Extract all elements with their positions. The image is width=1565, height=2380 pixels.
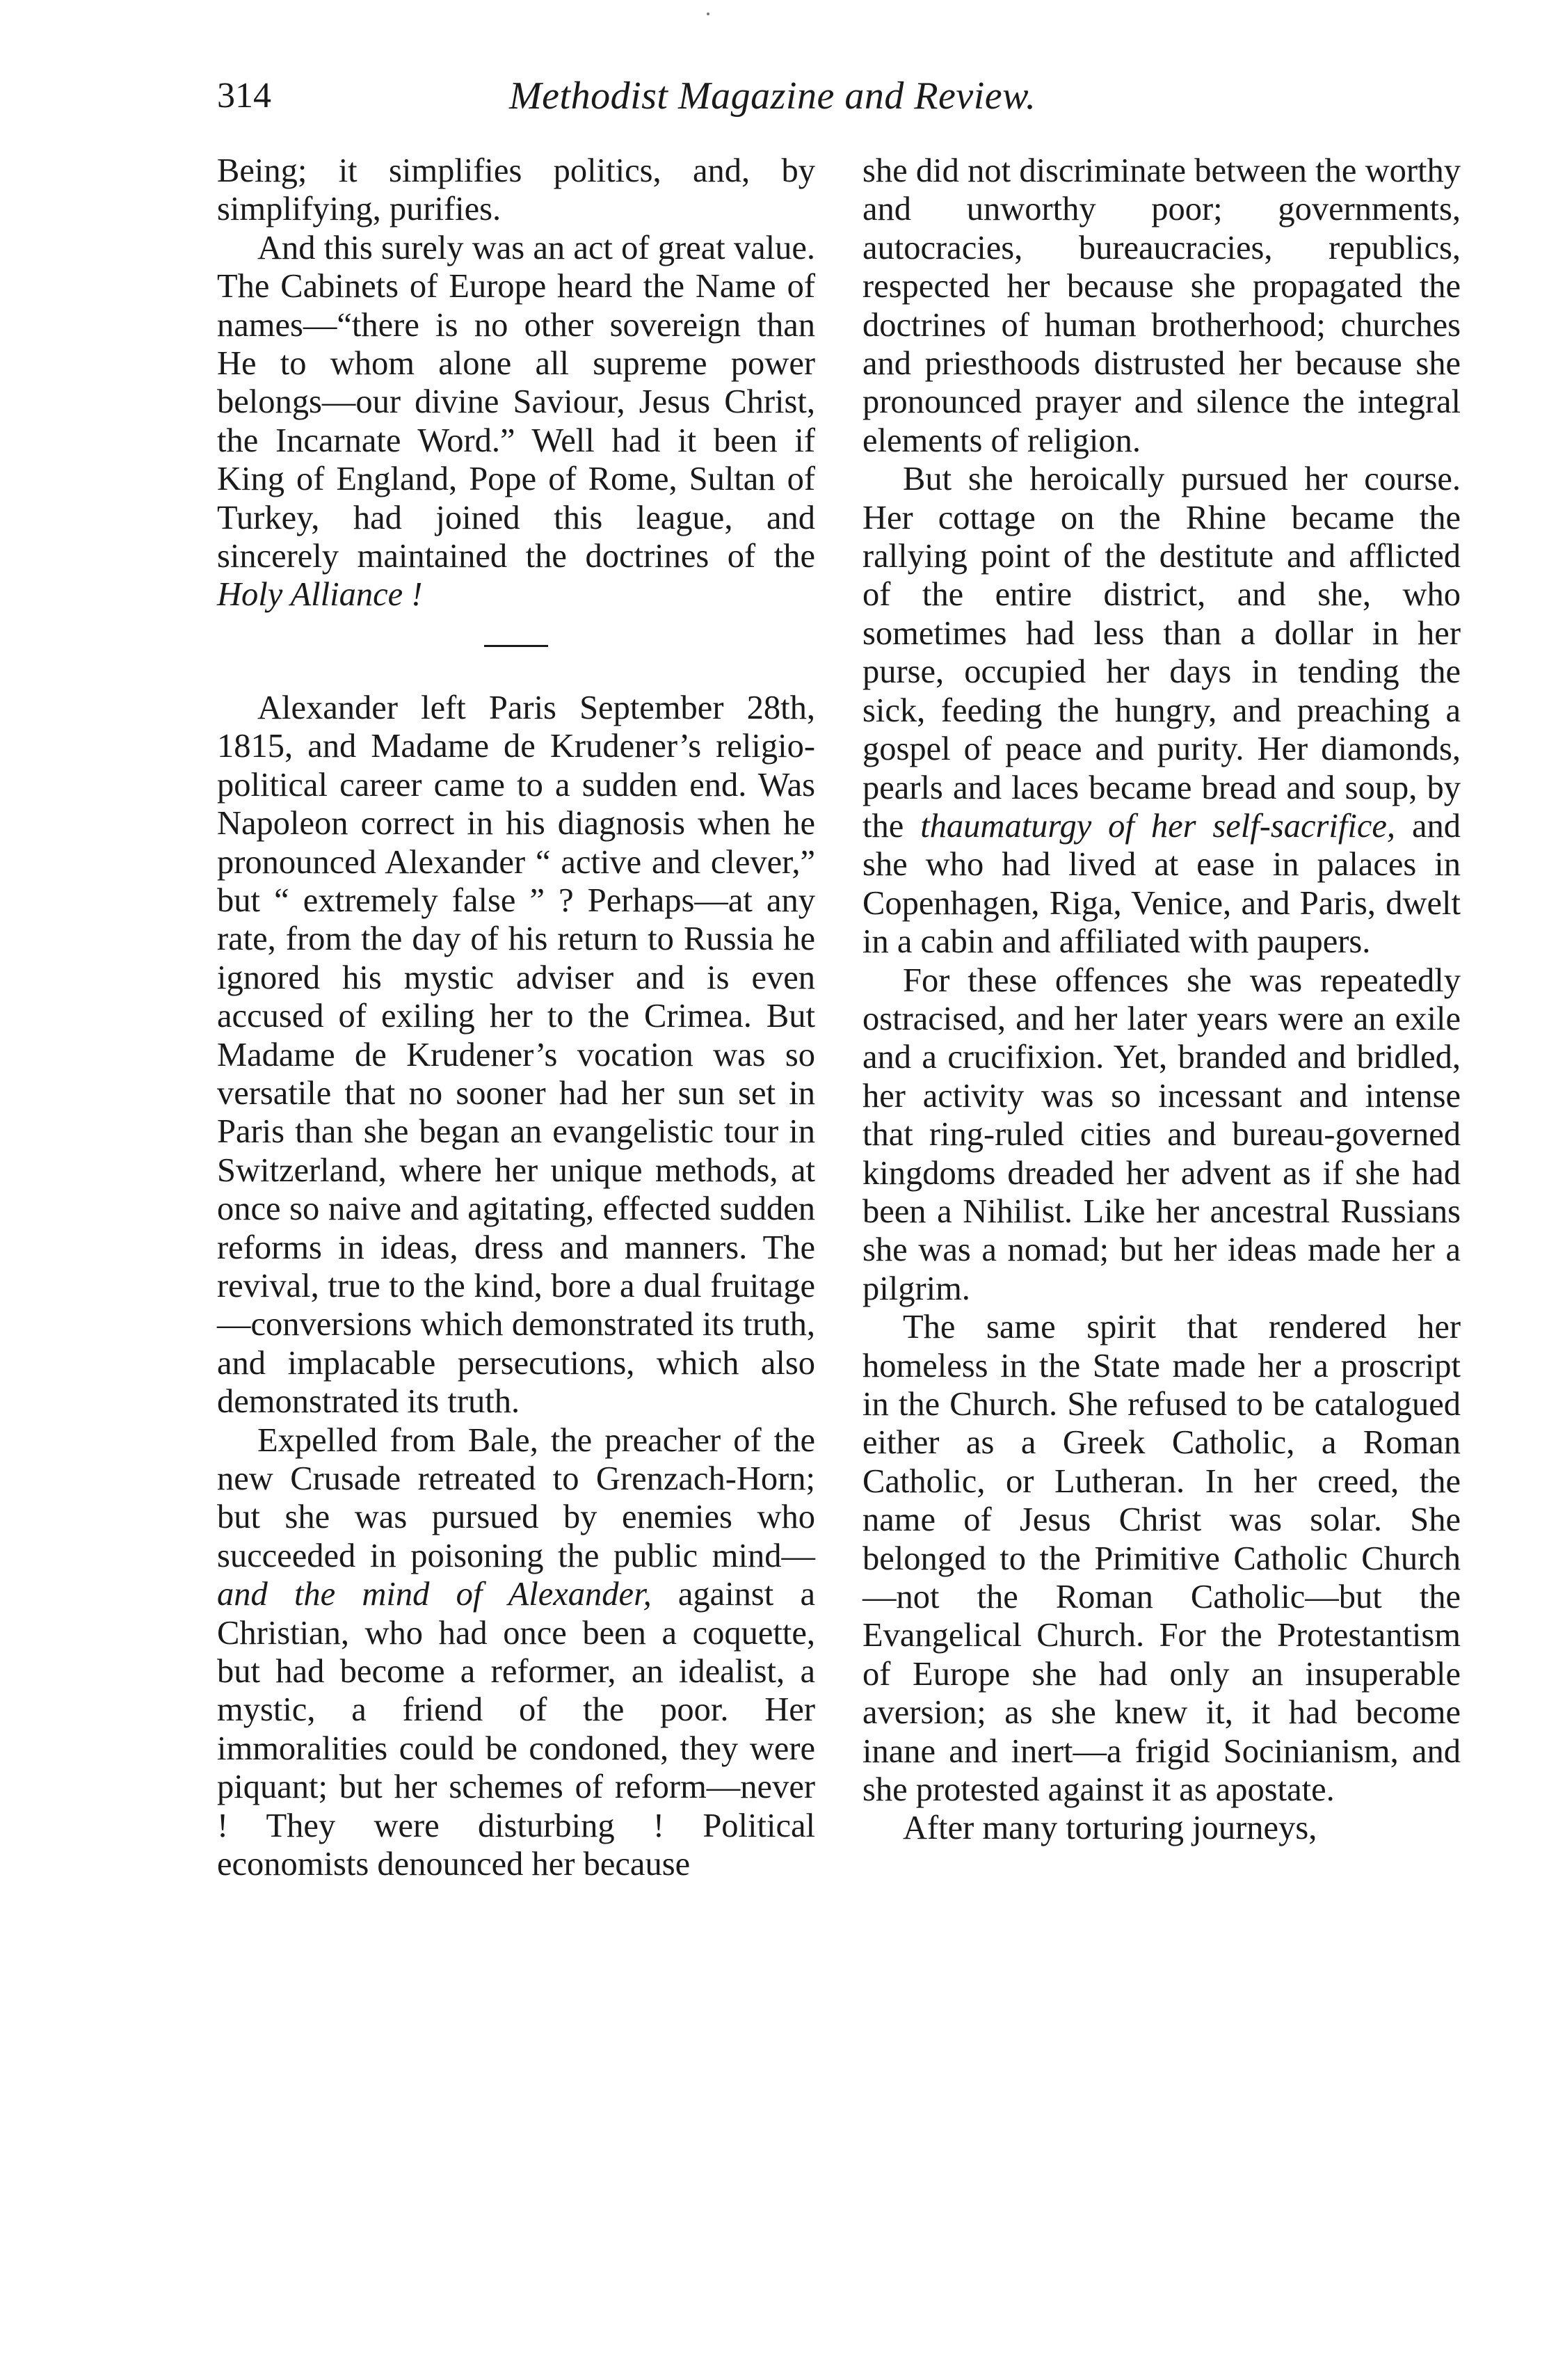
- paragraph-text: she did not discriminate between the worthy and unworthy poor; governments, autocracies, bureaucracies, republics, respected her because she propagated the doctrines of human brotherhood; churches and priesthoods distrusted her because she pronounced prayer and silence the integral elements of religion.: [862, 152, 1461, 459]
- paragraph-text: And this surely was an act of great value. The Cabinets of Europe heard the Name of names—“there is no other sovereign than He to whom alone all supreme power belongs—our divine Saviour, Jesus Christ, the Incarnate Word.” Well had it been if King of England, Pope of Rome, Sultan of Turkey, had joined this league, and sincerely maintained the doctrines of the: [217, 229, 815, 575]
- italic-phrase: Holy Alliance !: [217, 576, 423, 614]
- paragraph-text: The same spirit that rendered her homeless in the State made her a proscript in the Church. She refused to be catalogued either as a Greek Catholic, a Roman Catholic, or Lutheran. In her creed, the name of Jesus Christ was solar. She belonged to the Primitive Catholic Church—not the Roman Catholic—but the Evangelical Church. For the Protestantism of Europe she had only an insuperable aversion; as she knew it, it had become inane and inert—a frigid Socinianism, and she protested against it as apostate.: [862, 1309, 1461, 1809]
- running-title: Methodist Magazine and Review.: [509, 74, 1036, 118]
- paragraph-text: and she who had lived at ease in palaces in Copenhagen, Riga, Venice, and Paris, dwelt in a cabin and affiliated with paupers.: [862, 807, 1461, 961]
- paragraph-text: Being; it simplifies politics, and, by simplifying, purifies.: [217, 152, 815, 228]
- paragraph-text: For these offences she was repeatedly ostracised, and her later years were an exile and a crucifixion. Yet, branded and bridled, her activity was so incessant and intense that ring-ruled cities and bureau-governed kingdoms dreaded her advent as if she had been a Nihilist. Like her ancestral Russians she was a nomad; but her ideas made her a pilgrim.: [862, 961, 1461, 1307]
- paragraph: [862, 1308, 1461, 1809]
- paragraph: [217, 689, 815, 1421]
- paragraph-text: against a Christian, who had once been a coquette, but had become a reformer, an idealist, a mystic, a friend of the poor. Her immoralities could be condoned, they were piquant; but her schemes of reform—never ! They were disturbing ! Political economists denounced her because: [217, 1576, 816, 1883]
- paragraph-text: After many torturing journeys,: [903, 1810, 1317, 1847]
- paragraph: [862, 460, 1461, 961]
- italic-phrase: and the mind of Alexander,: [217, 1576, 652, 1613]
- paragraph: [217, 1421, 815, 1884]
- left-column: [217, 152, 815, 1883]
- paragraph-text: Expelled from Bale, the preacher of the new Crusade retreated to Grenzach-Horn; but she was pursued by enemies who succeeded in poisoning the public mind—: [217, 1421, 815, 1574]
- paragraph-continued: [217, 152, 815, 229]
- italic-phrase: thaumaturgy of her self-sacrifice,: [920, 807, 1396, 845]
- paragraph-text: Alexander left Paris September 28th, 1815, and Madame de Krudener’s religio-political career came to a sudden end. Was Napoleon correct in his diagnosis when he pronounced Alexander “ active and clever,” but “ extremely false ” ? Perhaps—at any rate, from the day of his return to Russia he ignored his mystic adviser and is even accused of exiling her to the Crimea. But Madame de Krudener’s vocation was so versatile that no sooner had her sun set in Paris than she began an evangelistic tour in Switzerland, where her unique methods, at once so naive and agitating, effected sudden reforms in ideas, dress and manners. The revival, true to the kind, bore a dual fruitage—conversions which demonstrated its truth, and implacable persecutions, which also demonstrated its truth.: [217, 689, 815, 1421]
- page-header: [217, 68, 1469, 124]
- page-number: 314: [217, 76, 271, 115]
- right-column: [862, 152, 1461, 1848]
- paragraph-text: But she heroically pursued her course. Her cottage on the Rhine became the rallying point of the destitute and afflicted of the entire district, and she, who sometimes had less than a dollar in her purse, occupied her days in tending the sick, feeding the hungry, and preaching a gospel of peace and purity. Her diamonds, pearls and laces became bread and soup, by the: [862, 461, 1461, 845]
- paragraph: [862, 961, 1461, 1309]
- section-divider: [484, 645, 548, 647]
- paragraph-continued: [862, 152, 1461, 460]
- print-speck: [707, 13, 709, 15]
- paragraph: [862, 1809, 1461, 1847]
- paragraph: [217, 229, 815, 614]
